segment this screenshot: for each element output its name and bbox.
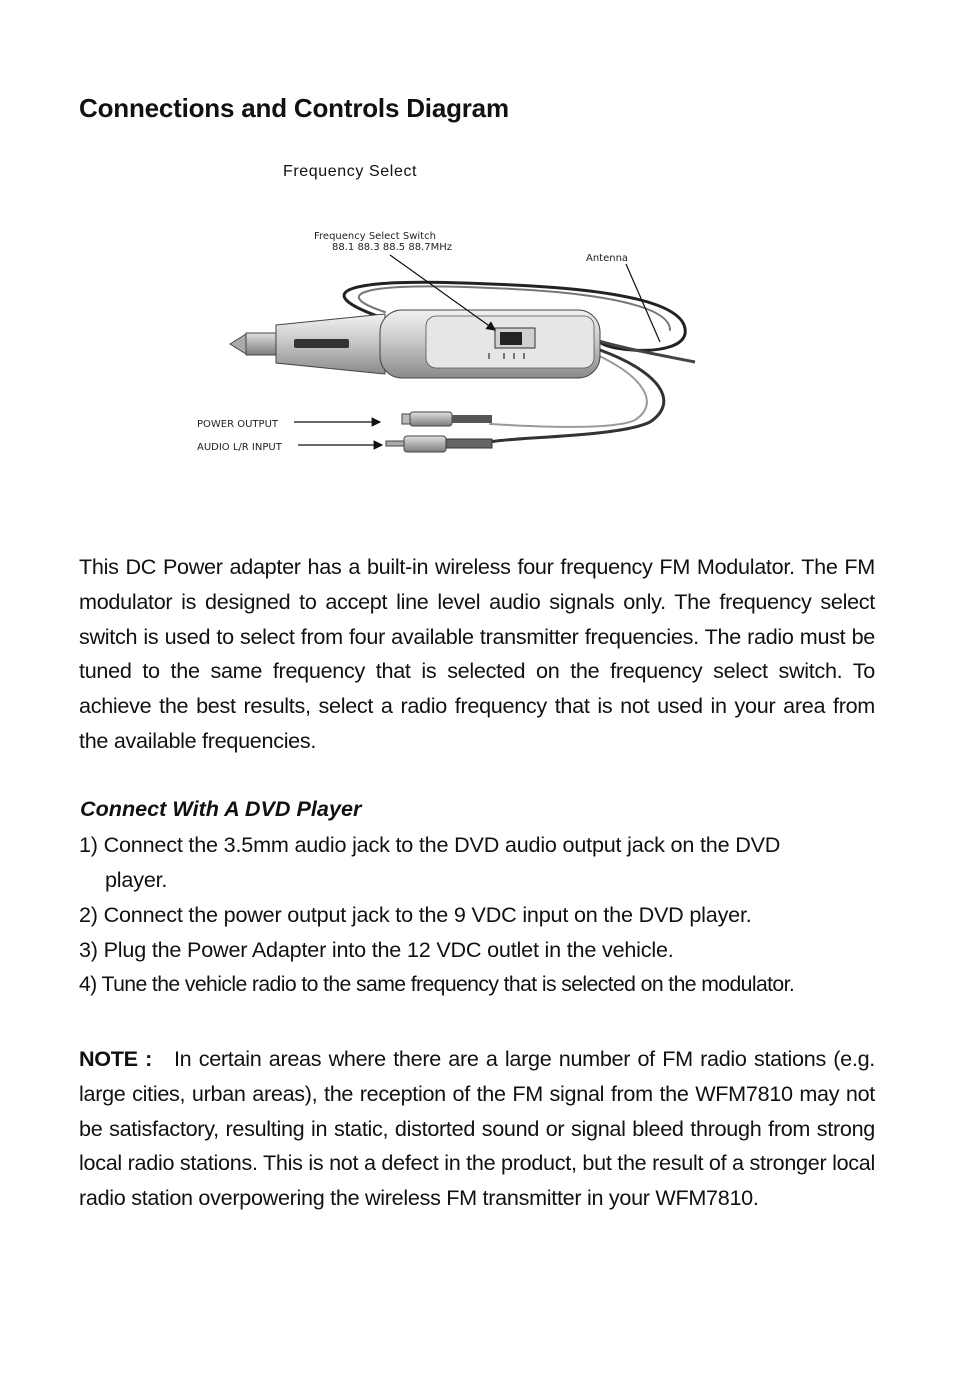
audio-input-label: AUDIO L/R INPUT [197,442,282,453]
step-1-text: 1) Connect the 3.5mm audio jack to the DVD audio output jack on the DVD [79,832,781,857]
adapter-diagram [190,222,710,467]
list-item [79,828,879,898]
switch-label: Frequency Select Switch [314,231,436,242]
frequency-switch [500,332,522,345]
antenna-label: Antenna [586,253,629,264]
power-plug [402,412,492,426]
step-1-continuation: player. [105,866,168,892]
list-item: 4) Tune the vehicle radio to the same frequency that is selected on the modulator. [79,973,795,996]
note-text: In certain areas where there are a large number of FM radio stations (e.g. large cities, urban areas), the reception of the FM signal from the WFM7810 may not be satisfactory, resulting in static, distorted sound or signal bleed through from strong local radio stations. This is not a defect in the product, but the result of a stronger local radio station overpowering the wireless FM transmitter in your WFM7810. [79,1046,875,1211]
power-output-label: POWER OUTPUT [197,419,278,430]
list-item: 2) Connect the power output jack to the 9 VDC input on the DVD player. [79,902,752,927]
audio-plug [386,436,492,452]
contact-slot [294,339,349,348]
intro-paragraph: This DC Power adapter has a built-in wireless four frequency FM Modulator. The FM modulator is designed to accept line level audio signals only. The frequency select switch is used to select from four available transmitter frequencies. The radio must be tuned to the same frequency that is selected on the frequency select switch. To achieve the best results, select a radio frequency that is not used in your area from the available frequencies. [79,554,875,753]
adapter-body [230,310,600,378]
dvd-section-heading: Connect With A DVD Player [80,796,362,821]
frequency-values-label: 88.1 88.3 88.5 88.7MHz [332,242,452,253]
page-title: Connections and Controls Diagram [79,93,509,123]
diagram-caption: Frequency Select [283,163,418,180]
note-paragraph [79,1042,875,1216]
list-item: 3) Plug the Power Adapter into the 12 VDC outlet in the vehicle. [79,937,674,962]
note-label: NOTE : [79,1046,152,1071]
